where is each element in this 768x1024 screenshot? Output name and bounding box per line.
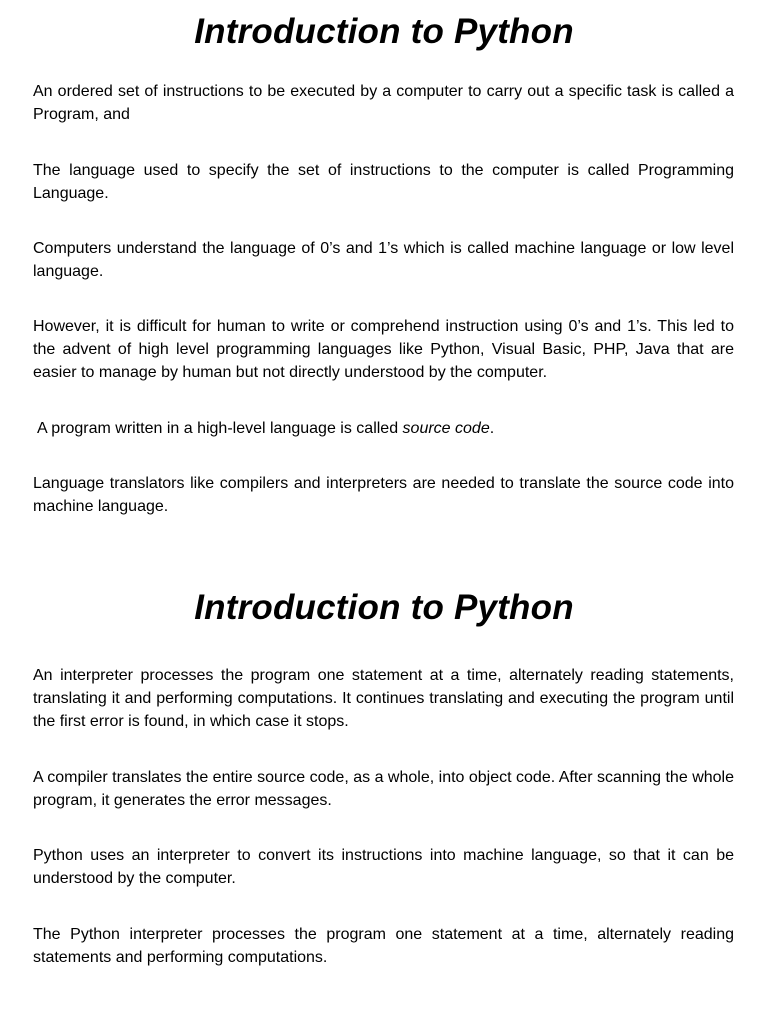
slide-title: Introduction to Python <box>194 588 574 627</box>
paragraph-interpreter: An interpreter processes the program one statement at a time, alternately reading statements, translating it and performing computations. It continues translating and executing the program until the first error is found, in which case it stops. <box>33 667 734 730</box>
paragraph-source-code <box>37 417 734 440</box>
source-code-text-after: . <box>489 420 495 437</box>
source-code-term: source code <box>402 420 490 437</box>
paragraph-language-translators: Language translators like compilers and interpreters are needed to translate the source code into machine language. <box>33 475 734 515</box>
paragraph-python-interpreter: Python uses an interpreter to convert its instructions into machine language, so that it can be understood by the computer. <box>33 847 734 887</box>
slide-title: Introduction to Python <box>194 12 574 51</box>
paragraph-program-definition: An ordered set of instructions to be executed by a computer to carry out a specific task is called a Program, and <box>33 83 734 123</box>
paragraph-compiler: A compiler translates the entire source code, as a whole, into object code. After scanning the whole program, it generates the error messages. <box>33 769 734 809</box>
paragraph-programming-language: The language used to specify the set of instructions to the computer is called Programming Language. <box>33 162 734 202</box>
slide-2 <box>0 576 768 966</box>
paragraph-machine-language: Computers understand the language of 0’s and 1’s which is called machine language or low level language. <box>33 240 734 280</box>
paragraph-high-level-languages: However, it is difficult for human to write or comprehend instruction using 0’s and 1’s. This led to the advent of high level programming languages like Python, Visual Basic, PHP, Java that are easier to manage by human but not directly understood by the computer. <box>33 318 734 381</box>
source-code-text-before: A program written in a high-level language is called <box>37 420 403 437</box>
paragraph-python-interpreter-processing: The Python interpreter processes the program one statement at a time, alternately reading statements and performing computations. <box>33 926 734 966</box>
